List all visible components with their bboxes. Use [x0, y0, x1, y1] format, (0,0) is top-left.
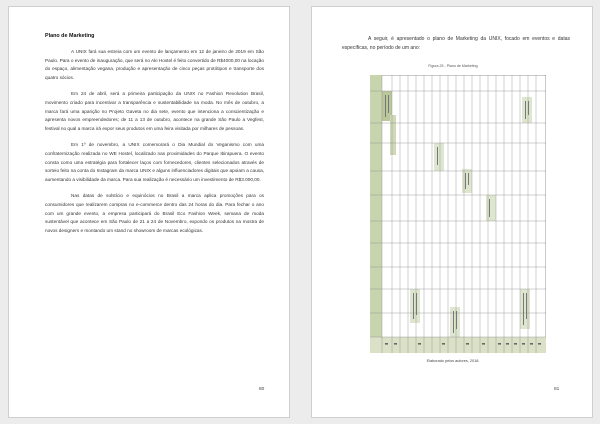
paragraph: Nas datas de solstício e equinócios no Brasil a marca aplica promoções para os consumidores que realizarem compras no e-commerce dentro das 24 horas do dia. Para fechar o ano com um grande evento, a empresa participará do Brasil Eco Fashion Week, semana de moda sustentável que acontece em São Paulo de 21 a 24 de Novembro, expondo os produtos na mostra de novos designers e montando um stand no showroom de marcas ecológicas.	[45, 193, 264, 233]
paragraph: Em 1º de novembro, a UNIX comemorará o Dia Mundial do Veganismo com uma confraternização realizada no WE Hostel, localizado nas proximidades do Parque Ibirapuera. O evento consta como uma estratégia para fortalecer laços com fornecedores, clientes selecionados através de sorteio feito na conta do Instagram da marca UNIX e alguns influenciadores digitais que apoiam a causa, aumentando a visibilidade da marca. Para sua realização é necessário um investimento de R$3.000,00.	[45, 142, 264, 182]
page-number: 80	[259, 387, 265, 392]
event-cell	[520, 289, 530, 329]
right-page	[311, 6, 593, 418]
page-heading: Plano de Marketing	[45, 33, 95, 39]
date-header-row	[370, 337, 546, 353]
body-text	[45, 48, 264, 243]
month-header-column	[370, 75, 382, 353]
event-cell	[410, 289, 420, 323]
paragraph: A UNIX fará sua estreia com um evento de lançamento em 12 de janeiro de 2019 em São Paulo. Para o evento de inauguração, que será no Aki Hostel é feito convertido de R$4000,00 na locação do espaço, alimentação vegana, produção e apresentação de cinco peças protótipos e transporte dos quatro sócios.	[45, 49, 264, 80]
left-page	[8, 6, 290, 418]
intro-text: A seguir, é apresentado o plano de Marketing da UNIX, focado em eventos e datas específicas, no período de um ano:	[342, 36, 570, 51]
marketing-plan-grid	[370, 75, 546, 353]
paragraph: Em 24 de abril, será a primeira participação da UNIX no Fashion Revolution Brasil, movimento criado para incentivar a transparência e sustentabilidade na moda. No mês de outubro, a marca fará uma aparição no Projeto Gaveta no dia sete, evento que intenciona a conscientização e apresenta novos empreendedores; de 11 a 13 de outubro, acontece na grande São Paulo a Vegfest, festival no qual a marca irá expor seus produtos em uma feira visitada por milhares de pessoas.	[45, 91, 264, 131]
event-cell	[450, 307, 460, 337]
figure-caption: Figura 25 - Plano de Marketing	[428, 64, 478, 68]
figure-source: Elaborado pelos autores, 2018.	[426, 359, 480, 363]
page-number: 81	[554, 387, 560, 392]
marketing-plan-table	[370, 75, 546, 358]
event-cell	[390, 115, 396, 155]
event-cell	[486, 195, 496, 221]
event-cell	[462, 169, 472, 193]
event-cell	[522, 97, 532, 123]
event-cell	[434, 143, 444, 171]
